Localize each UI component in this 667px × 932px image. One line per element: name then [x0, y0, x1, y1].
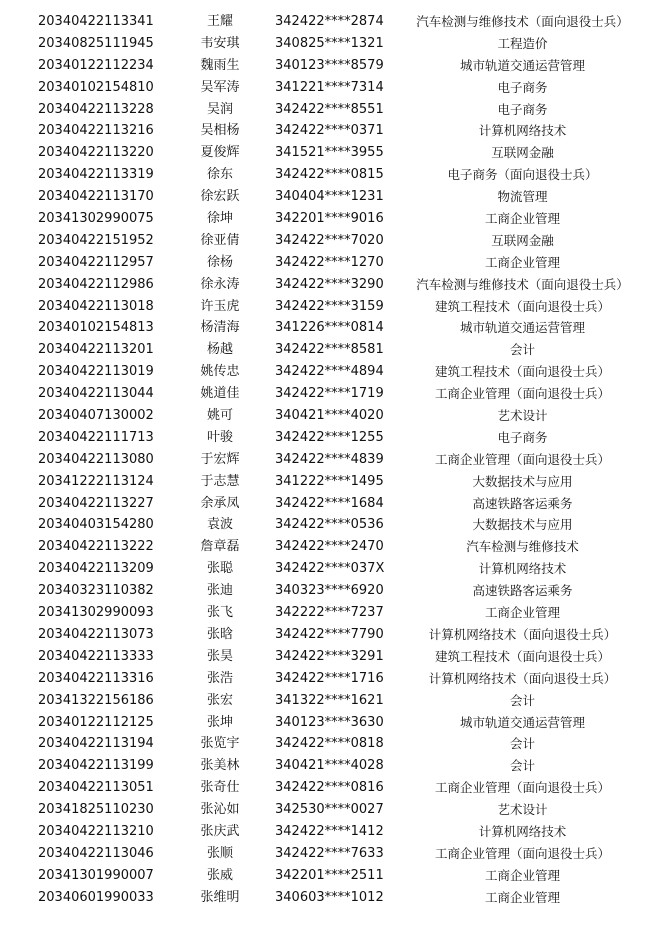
major-cell: 工商企业管理	[484, 254, 560, 270]
student-id-cell: 20340422113227	[38, 495, 154, 511]
id-card-cell: 342201****9016	[275, 211, 384, 227]
student-name-cell: 张沁如	[200, 802, 240, 818]
major-cell: 大数据技术与应用	[472, 473, 573, 489]
student-name-cell: 杨清海	[200, 320, 240, 336]
major-cell: 工商企业管理（面向退役士兵）	[434, 780, 610, 796]
table-row	[0, 690, 667, 712]
id-card-cell: 342422****1719	[275, 386, 384, 402]
student-id-cell: 20340102154813	[38, 320, 154, 336]
student-name-cell: 余承凤	[200, 495, 240, 511]
id-card-cell: 341222****1495	[275, 473, 384, 489]
student-id-cell: 20340422113341	[38, 14, 154, 29]
major-cell: 电子商务	[497, 429, 548, 445]
major-cell: 城市轨道交通运营管理	[459, 320, 585, 336]
student-name-cell: 许玉虎	[200, 298, 240, 314]
student-name-cell: 张聪	[206, 561, 233, 577]
major-cell: 计算机网络技术	[478, 823, 567, 839]
student-id-cell: 20340422113194	[38, 736, 154, 752]
student-id-cell: 20340422151952	[38, 232, 154, 248]
table-row	[0, 558, 667, 580]
id-card-cell: 340123****8579	[275, 57, 384, 73]
major-cell: 大数据技术与应用	[472, 517, 573, 533]
major-cell: 工商企业管理（面向退役士兵）	[434, 451, 610, 467]
major-cell: 工商企业管理（面向退役士兵）	[434, 386, 610, 402]
id-card-cell: 340123****3630	[275, 714, 384, 730]
id-card-cell: 341221****7314	[275, 79, 384, 95]
student-id-cell: 20340422113333	[38, 648, 154, 664]
student-name-cell: 张顺	[206, 845, 233, 861]
major-cell: 会计	[509, 342, 535, 358]
student-name-cell: 吴润	[206, 101, 233, 117]
table-row	[0, 624, 667, 646]
id-card-cell: 342201****2511	[275, 867, 384, 883]
id-card-cell: 340323****6920	[275, 583, 384, 599]
major-cell: 建筑工程技术（面向退役士兵）	[434, 648, 610, 664]
id-card-cell: 342422****4839	[275, 451, 384, 467]
student-id-cell: 20340601990033	[38, 889, 154, 905]
table-row	[0, 493, 667, 515]
id-card-cell: 342422****1716	[275, 670, 384, 686]
student-id-cell: 20340422111713	[38, 429, 154, 445]
student-name-cell: 姚传忠	[200, 364, 240, 380]
student-id-cell: 20340422113018	[38, 298, 154, 314]
student-id-cell: 20340122112234	[38, 57, 154, 73]
major-cell: 计算机网络技术（面向退役士兵）	[428, 626, 617, 642]
table-row	[0, 514, 667, 536]
student-id-cell: 20340422113209	[38, 561, 154, 577]
table-row	[0, 755, 667, 777]
student-name-cell: 张庆武	[200, 823, 240, 839]
student-id-cell: 20340422113210	[38, 823, 154, 839]
student-id-cell: 20340422112986	[38, 276, 154, 292]
table-row	[0, 208, 667, 230]
student-id-cell: 20340422113216	[38, 123, 154, 139]
id-card-cell: 342422****0816	[275, 780, 384, 796]
student-id-cell: 20340422113228	[38, 101, 154, 117]
student-id-cell: 20340422113220	[38, 145, 154, 161]
id-card-cell: 342422****7790	[275, 626, 384, 642]
major-cell: 会计	[509, 692, 535, 708]
major-cell: 计算机网络技术	[478, 561, 567, 577]
student-name-cell: 徐杨	[206, 254, 233, 270]
student-id-cell: 20340422113051	[38, 780, 154, 796]
table-row	[0, 449, 667, 471]
student-name-cell: 张飞	[206, 605, 233, 621]
major-cell: 汽车检测与维修技术（面向退役士兵）	[416, 276, 629, 292]
id-card-cell: 342422****2470	[275, 539, 384, 555]
student-id-cell: 20340323110382	[38, 583, 154, 599]
id-card-cell: 342530****0027	[275, 802, 384, 818]
student-id-cell: 20340422113019	[38, 364, 154, 380]
student-name-cell: 徐东	[206, 167, 233, 183]
student-name-cell: 姚道佳	[200, 386, 240, 402]
id-card-cell: 342422****0536	[275, 517, 384, 533]
student-name-cell: 魏雨生	[200, 57, 240, 73]
major-cell: 电子商务	[497, 79, 548, 95]
table-row	[0, 77, 667, 99]
student-id-cell: 20341302990075	[38, 211, 154, 227]
student-name-cell: 詹章磊	[200, 539, 240, 555]
student-id-cell: 20340403154280	[38, 517, 154, 533]
table-row	[0, 471, 667, 493]
student-id-cell: 20341825110230	[38, 802, 154, 818]
student-table	[0, 11, 667, 909]
table-row	[0, 339, 667, 361]
student-name-cell: 夏俊辉	[200, 145, 240, 161]
id-card-cell: 342422****0818	[275, 736, 384, 752]
id-card-cell: 342422****0371	[275, 123, 384, 139]
id-card-cell: 342422****0815	[275, 167, 384, 183]
table-row	[0, 712, 667, 734]
table-row	[0, 252, 667, 274]
major-cell: 计算机网络技术	[478, 123, 567, 139]
table-row	[0, 383, 667, 405]
table-row	[0, 120, 667, 142]
table-row	[0, 164, 667, 186]
id-card-cell: 342422****037X	[275, 561, 385, 577]
table-row	[0, 821, 667, 843]
table-row	[0, 646, 667, 668]
major-cell: 工程造价	[497, 35, 548, 51]
id-card-cell: 342422****7633	[275, 845, 384, 861]
student-name-cell: 徐亚倩	[200, 232, 240, 248]
major-cell: 高速铁路客运乘务	[472, 495, 573, 511]
major-cell: 城市轨道交通运营管理	[459, 714, 585, 730]
major-cell: 城市轨道交通运营管理	[459, 57, 585, 73]
student-name-cell: 叶骏	[206, 429, 233, 445]
student-name-cell: 吴军涛	[200, 79, 240, 95]
id-card-cell: 341226****0814	[275, 320, 384, 336]
table-row	[0, 405, 667, 427]
id-card-cell: 342422****3290	[275, 276, 384, 292]
table-row	[0, 668, 667, 690]
id-card-cell: 340421****4028	[275, 758, 384, 774]
id-card-cell: 340404****1231	[275, 189, 384, 205]
student-name-cell: 韦安琪	[200, 35, 240, 51]
student-id-cell: 20340422113073	[38, 626, 154, 642]
student-name-cell: 张威	[206, 867, 233, 883]
major-cell: 工商企业管理	[484, 605, 560, 621]
table-row	[0, 843, 667, 865]
id-card-cell: 340603****1012	[275, 889, 384, 905]
table-row	[0, 865, 667, 887]
id-card-cell: 342422****1270	[275, 254, 384, 270]
student-name-cell: 张坤	[206, 714, 233, 730]
student-id-cell: 20340422113199	[38, 758, 154, 774]
student-id-cell: 20340407130002	[38, 408, 154, 424]
major-cell: 高速铁路客运乘务	[472, 583, 573, 599]
id-card-cell: 342422****1255	[275, 429, 384, 445]
table-row	[0, 536, 667, 558]
major-cell: 互联网金融	[491, 232, 554, 248]
major-cell: 工商企业管理	[484, 211, 560, 227]
student-name-cell: 袁波	[206, 517, 233, 533]
major-cell: 物流管理	[497, 189, 548, 205]
student-name-cell: 张美林	[200, 758, 240, 774]
student-id-cell: 20341302990093	[38, 605, 154, 621]
student-name-cell: 于志慧	[200, 473, 240, 489]
student-id-cell: 20340122112125	[38, 714, 154, 730]
student-name-cell: 张迪	[206, 583, 233, 599]
id-card-cell: 342422****3291	[275, 648, 384, 664]
student-name-cell: 张览宇	[200, 736, 240, 752]
id-card-cell: 342422****1412	[275, 823, 384, 839]
table-row	[0, 799, 667, 821]
major-cell: 电子商务（面向退役士兵）	[447, 167, 598, 183]
student-id-cell: 20340422113044	[38, 386, 154, 402]
student-name-cell: 张奇仕	[200, 780, 240, 796]
student-id-cell: 20340422113046	[38, 845, 154, 861]
major-cell: 艺术设计	[497, 408, 548, 424]
student-name-cell: 徐坤	[206, 211, 233, 227]
major-cell: 工商企业管理	[484, 867, 560, 883]
student-name-cell: 吴相杨	[200, 123, 240, 139]
student-name-cell: 于宏辉	[200, 451, 240, 467]
major-cell: 建筑工程技术（面向退役士兵）	[434, 298, 610, 314]
table-row	[0, 427, 667, 449]
id-card-cell: 340825****1321	[275, 35, 384, 51]
student-name-cell: 徐宏跃	[200, 189, 240, 205]
table-row	[0, 55, 667, 77]
student-id-cell: 20340422112957	[38, 254, 154, 270]
student-id-cell: 20341322156186	[38, 692, 154, 708]
table-row	[0, 887, 667, 909]
student-name-cell: 张宏	[206, 692, 233, 708]
id-card-cell: 341521****3955	[275, 145, 384, 161]
major-cell: 汽车检测与维修技术（面向退役士兵）	[416, 14, 629, 29]
id-card-cell: 342422****2874	[275, 14, 384, 29]
student-name-cell: 张昊	[206, 648, 233, 664]
major-cell: 计算机网络技术（面向退役士兵）	[428, 670, 617, 686]
major-cell: 会计	[509, 758, 535, 774]
id-card-cell: 342422****8581	[275, 342, 384, 358]
table-row	[0, 274, 667, 296]
table-row	[0, 733, 667, 755]
table-row	[0, 142, 667, 164]
student-id-cell: 20340422113316	[38, 670, 154, 686]
major-cell: 电子商务	[497, 101, 548, 117]
id-card-cell: 342422****7020	[275, 232, 384, 248]
table-row	[0, 99, 667, 121]
student-id-cell: 20340422113319	[38, 167, 154, 183]
student-name-cell: 王耀	[206, 14, 233, 29]
student-id-cell: 20340825111945	[38, 35, 154, 51]
student-id-cell: 20340422113080	[38, 451, 154, 467]
table-row	[0, 11, 667, 33]
id-card-cell: 342422****8551	[275, 101, 384, 117]
student-id-cell: 20341301990007	[38, 867, 154, 883]
student-id-cell: 20340422113201	[38, 342, 154, 358]
table-row	[0, 296, 667, 318]
major-cell: 汽车检测与维修技术	[466, 539, 579, 555]
table-row	[0, 317, 667, 339]
id-card-cell: 342422****3159	[275, 298, 384, 314]
student-id-cell: 20340422113222	[38, 539, 154, 555]
major-cell: 工商企业管理（面向退役士兵）	[434, 845, 610, 861]
major-cell: 会计	[509, 736, 535, 752]
student-name-cell: 张晗	[206, 626, 233, 642]
student-name-cell: 张维明	[200, 889, 240, 905]
student-id-cell: 20340102154810	[38, 79, 154, 95]
student-name-cell: 徐永涛	[200, 276, 240, 292]
id-card-cell: 342422****1684	[275, 495, 384, 511]
student-name-cell: 杨越	[206, 342, 233, 358]
major-cell: 建筑工程技术（面向退役士兵）	[434, 364, 610, 380]
table-row	[0, 230, 667, 252]
major-cell: 工商企业管理	[484, 889, 560, 905]
id-card-cell: 342422****4894	[275, 364, 384, 380]
student-id-cell: 20340422113170	[38, 189, 154, 205]
table-row	[0, 580, 667, 602]
student-id-cell: 20341222113124	[38, 473, 154, 489]
student-name-cell: 姚可	[206, 408, 233, 424]
id-card-cell: 340421****4020	[275, 408, 384, 424]
table-row	[0, 777, 667, 799]
table-row	[0, 602, 667, 624]
student-name-cell: 张浩	[206, 670, 233, 686]
id-card-cell: 342222****7237	[275, 605, 384, 621]
major-cell: 艺术设计	[497, 802, 548, 818]
major-cell: 互联网金融	[491, 145, 554, 161]
table-row	[0, 33, 667, 55]
table-row	[0, 186, 667, 208]
table-row	[0, 361, 667, 383]
id-card-cell: 341322****1621	[275, 692, 384, 708]
